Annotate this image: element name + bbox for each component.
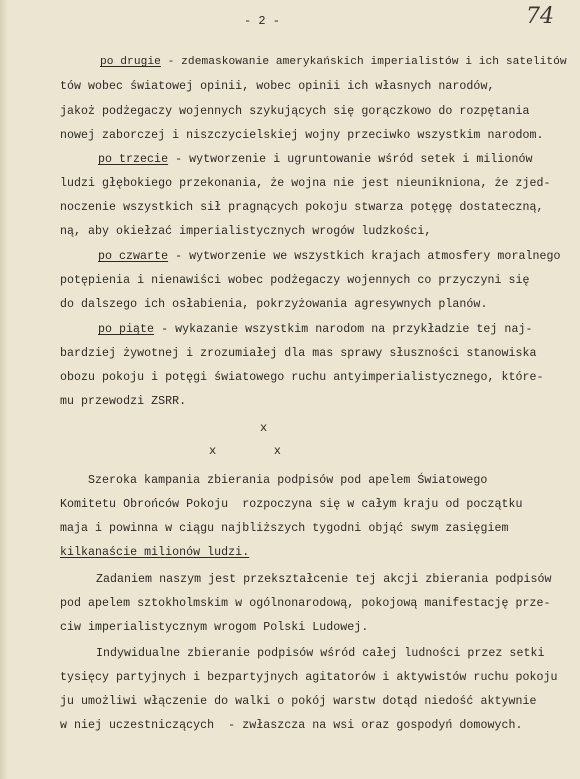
paragraph-5-line-1: Szeroka kampania zbierania podpisów pod apelem Światowego xyxy=(88,474,488,487)
paragraph-1-line-3: jakoż podżegaczy wojennych szykujących się gorączkowo do rozpętania xyxy=(60,105,530,118)
paragraph-1-line-1: po drugie - zdemaskowanie amerykańskich imperialistów i ich satelitów xyxy=(100,56,567,68)
paragraph-2-line-2: ludzi głębokiego przekonania, że wojna nie jest nieunikniona, że zjed- xyxy=(60,177,551,190)
paragraph-2-line-3: noczenie wszystkich sił pragnących pokoju stwarza potęgę dostateczną, xyxy=(60,201,544,214)
paragraph-3-line-1: po czwarte - wytworzenie we wszystkich krajach atmosfery moralnego xyxy=(98,250,561,263)
paragraph-2-line-4: ną, aby okiełzać imperialistycznych wrogów ludzkości, xyxy=(60,225,432,238)
paragraph-6-line-1: Zadaniem naszym jest przekształcenie tej akcji zbierania podpisów xyxy=(96,573,552,586)
paragraph-4-lead: po piąte xyxy=(98,323,155,336)
paragraph-2-lead: po trzecie xyxy=(98,153,169,166)
paragraph-1-lead: po drugie xyxy=(100,56,161,68)
paragraph-7-line-1: Indywidualne zbieranie podpisów wśród całej ludności przez setki xyxy=(96,647,545,660)
paragraph-4-line-4: mu przewodzi ZSRR. xyxy=(60,395,187,408)
paragraph-5-line-3: maja i powinna w ciągu najbliższych tygodni objąć swym zasięgiem xyxy=(60,522,509,535)
paragraph-1-line-4: nowej zaborczej i niszczycielskiej wojny przeciwko wszystkim narodom. xyxy=(60,129,544,142)
paragraph-3-lead: po czwarte xyxy=(98,250,169,263)
handwritten-folio-number: 74 xyxy=(526,4,554,29)
paragraph-4-line-2: bardziej żywotnej i zrozumiałej dla mas sprawy słuszności stanowiska xyxy=(60,347,537,360)
separator-bottom-x: x x xyxy=(209,444,282,458)
paragraph-5-line-4: kilkanaście milionów ludzi. xyxy=(60,546,250,559)
paragraph-3-line-3: do dalszego ich osłabienia, pokrzyżowania agresywnych planów. xyxy=(60,298,488,311)
paragraph-3-line-2: potępienia i nienawiści wobec podżegaczy wojennych co przyczyni się xyxy=(60,274,530,287)
paragraph-7-line-4: w niej uczestniczących - zwłaszcza na wsi oraz gospodyń domowych. xyxy=(60,719,523,732)
paragraph-2-line-1: po trzecie - wytworzenie i ugruntowanie wśród setek i milionów xyxy=(98,153,533,166)
paragraph-7-line-2: tysięcy partyjnych i bezpartyjnych agitatorów i aktywistów ruchu pokoju xyxy=(60,671,558,684)
paragraph-1-line-2: tów wobec światowej opinii, wobec opinii ich własnych narodów, xyxy=(60,80,495,93)
paragraph-4-line-3: obozu pokoju i potęgi światowego ruchu antyimperialistycznego, które- xyxy=(60,371,544,384)
paragraph-7-line-3: ju umożliwi włączenie do walki o pokój warstw dotąd niedość aktywnie xyxy=(60,695,537,708)
separator-top-x: x xyxy=(260,421,268,435)
paragraph-5-line-2: Komitetu Obrońców Pokoju rozpoczyna się w całym kraju od początku xyxy=(60,498,523,511)
paragraph-4-line-1: po piąte - wykazanie wszystkim narodom na przykładzie tej naj- xyxy=(98,323,533,336)
page-edge-shadow xyxy=(0,0,8,779)
page-number: - 2 - xyxy=(244,14,281,28)
paragraph-6-line-3: ciw imperialistycznym wrogom Polski Ludowej. xyxy=(60,621,369,634)
paragraph-6-line-2: pod apelem sztokholmskim w ogólnonarodową, pokojową manifestację prze- xyxy=(60,597,551,610)
